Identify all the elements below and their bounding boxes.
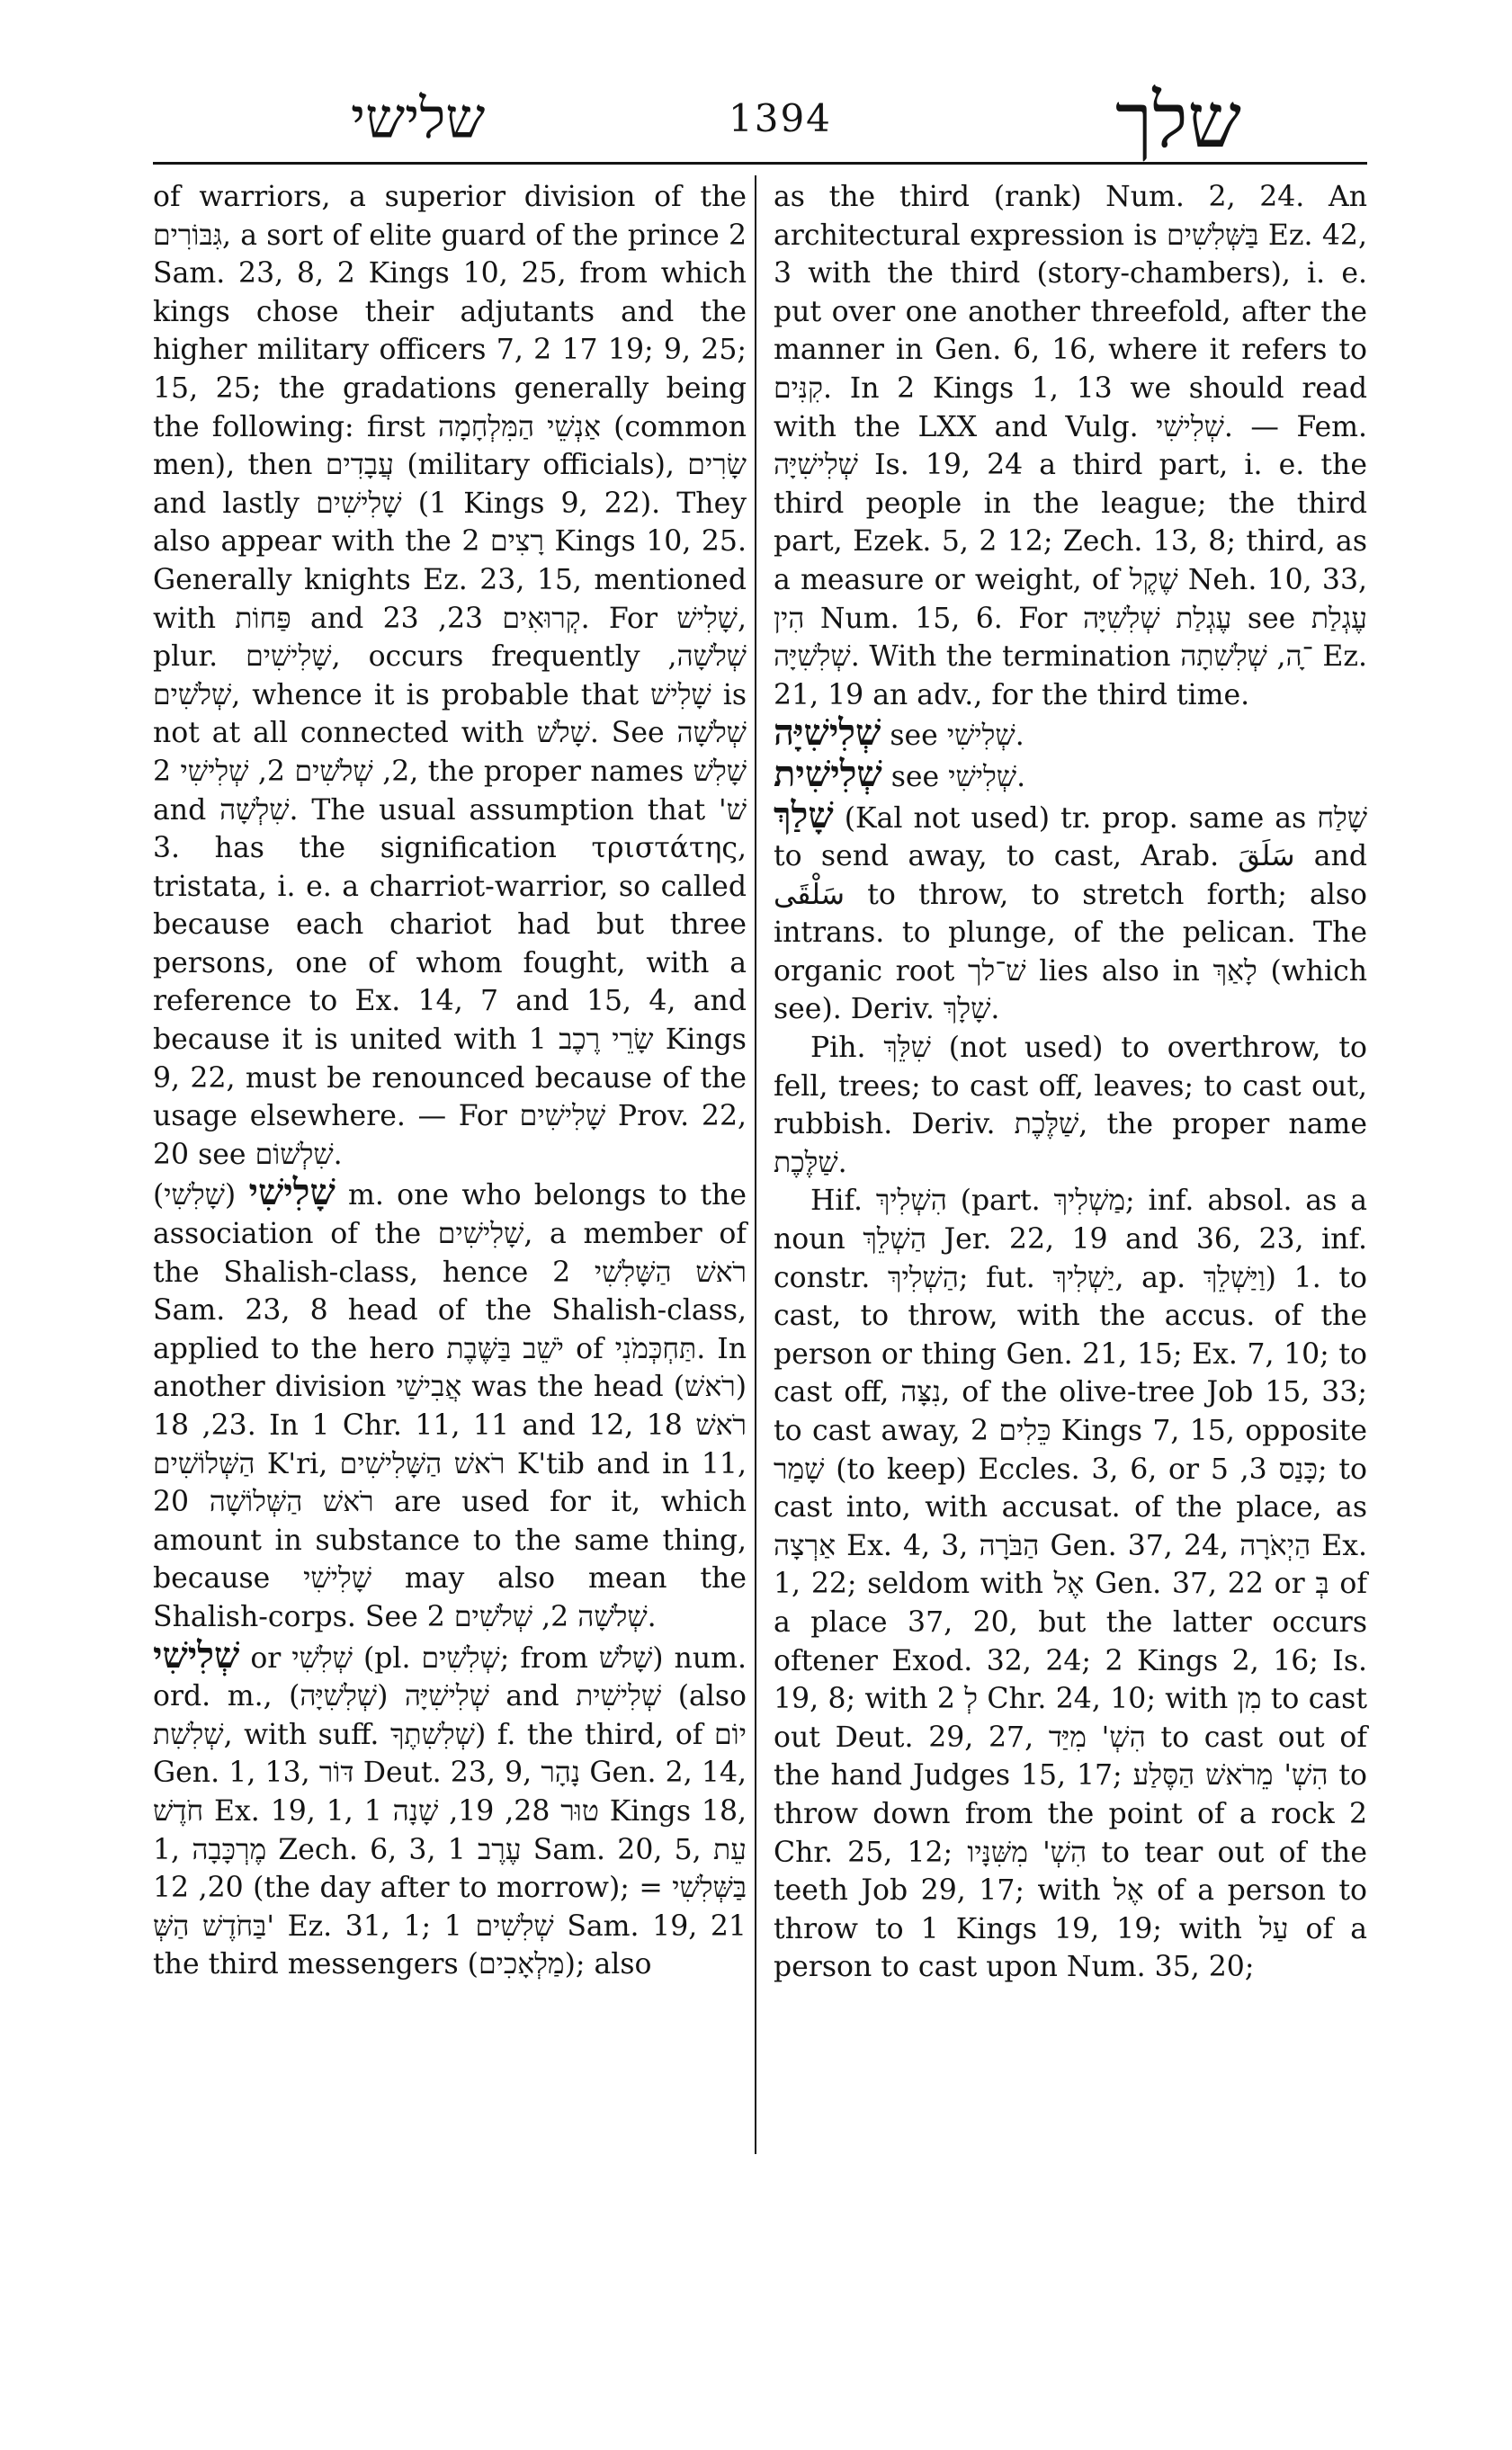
entry-shelishiyah: [774, 711, 1367, 756]
entry-continuation: of warriors, a superior division of the גִּבּוֹרִים, a sort of elite guard of the prince 2 Sam. 23, 8, 2 Kings 10, 25, from which kings chose their adjutants and the higher military officers 7, 2 17 19; 9, 25; 15, 25; the gradations generally being the following: first אַנְשֵׁי הַמִּלְחָמָה (common men), then עֲבָדִים (military officials), שָׂרִים and lastly שָׁלִישִׁים (1 Kings 9, 22). They also appear with the רָצִים 2 Kings 10, 25. Generally knights Ez. 23, 15, mentioned with פַּחוֹת and קְרוּאִים 23, 23. For שָׁלִישׁ, plur. שָׁלִישִׁים, occurs frequently שְׁלֹשָׁה, שְׁלֹשִׁים, whence it is probable that שָׁלִישׁ is not at all connected with שָׁלֹשׁ. See שְׁלֹשָׁה 2, שְׁלֹשִׁים 2, שְׁלִישִׁי 2, the proper names שָׁלִשׁ and שִׁלְשָׁה. The usual assumption that 'שׁ 3. has the signification τριστάτης, tristata, i. e. a charriot-warrior, so called because each chariot had but three persons, one of whom fought, with a reference to Ex. 14, 7 and 15, 4, and because it is united with שָׂרֵי רֶכֶב 1 Kings 9, 22, must be renounced because of the usage elsewhere. — For שָׁלִישִׁים Prov. 22, 20 see שִׁלְשׁוֹם.: [153, 181, 747, 1171]
entry-text: see שְׁלִישִׁי.: [890, 760, 1026, 793]
entry-headword: שְׁלִישִׁי: [153, 1633, 240, 1677]
entry-continuation: as the third (rank) Num. 2, 24. An architectural expression is בַּשְּׁלִשִׁים Ez. 42, 3 with the third (story-chambers), i. e. put over one another threefold, after the manner in Gen. 6, 16, where it refers to קִנִּים. In 2 Kings 1, 13 we should read with the LXX and Vulg. שְׁלִישִׁי. — Fem. שְׁלִישִׁיָּה Is. 19, 24 a third part, i. e. the third people in the league; the third part, Ezek. 5, 2 12; Zech. 13, 8; third, as a measure or weight, of שֶׁקֶל Neh. 10, 33, הִין Num. 15, 6. For עֶגְלַת שְׁלִשִׁיָּה see עֶגְלַת שְׁלִשִׁיָּה. With the termination ־ָה, שְׁלִשִׁתָה Ez. 21, 19 an adv., for the third time.: [774, 181, 1367, 711]
entry-shelishit: [774, 752, 1367, 797]
header-left-word: שלישי: [351, 85, 486, 151]
right-column: [774, 178, 1367, 1987]
entry-piel: Pih. שִׁלֵּךְ (not used) to overthrow, to fell, trees; to cast off, leaves; to cast out, rubbish. Deriv. שַׁלֶּכֶת, the proper name שַׁלֶּכֶת.: [774, 1032, 1367, 1179]
header-right-word: שלך: [1114, 76, 1241, 165]
entry-text: (Kal not used) tr. prop. same as שָׁלַח to send away, to cast, Arab. سَلَقَ and سَلْقَى to throw, to stretch forth; also intrans. to plunge, of the pelican. The organic root שׁ־לך lies also in לָאַךְ (which see). Deriv. שָׁלָךְ.: [774, 801, 1367, 1026]
page-number: 1394: [729, 96, 832, 140]
header-rule: [153, 162, 1367, 165]
entry-headword: שְׁלִישִׁיָּה: [774, 711, 881, 755]
column-divider: [755, 175, 756, 2154]
entry-shalach: [774, 793, 1367, 1030]
entry-shelishi: [153, 1633, 747, 1984]
entry-shalishi: [153, 1171, 747, 1636]
page-header: [153, 76, 1367, 171]
entry-headword: שְׁלִישִׁית: [774, 752, 882, 795]
entry-text: see שְׁלִישִׁי.: [890, 720, 1024, 753]
entry-hifil: Hif. הִשְׁלִיךְ (part. מַשְׁלִיךְ; inf. absol. as a noun הַשְׁלֵךְ Jer. 22, 19 and 36, 23, inf. constr. הַשְׁלִיךְ; fut. יַשְׁלִיךְ, ap. וַיַּשְׁלֵךְ) 1. to cast, to throw, with the accus. of the person or thing Gen. 21, 15; Ex. 7, 10; to cast off, נִצָּה, of the olive-tree Job 15, 33; to cast away, כֵּלִים 2 Kings 7, 15, opposite שָׁמַר (to keep) Eccles. 3, 6, or כָּנַס 3, 5; to cast into, with accusat. of the place, as אַרְצָה Ex. 4, 3, הַבֹּרָה Gen. 37, 24, הַיְאֹרָה Ex. 1, 22; seldom with אֶל Gen. 37, 22 or בְּ of a place 37, 20, but the latter occurs oftener Exod. 32, 24; 2 Kings 2, 16; Is. 19, 8; with לְ 2 Chr. 24, 10; with מִן to cast out Deut. 29, 27, הִשְׁ' מִיַּד to cast out of the hand Judges 15, 17; הִשְׁ' מֵרֹאשׁ הַסֶּלַע to throw down from the point of a rock 2 Chr. 25, 12; הִשְׁ' מִשִּׁנָּיו to tear out of the teeth Job 29, 17; with אֶל of a person to throw to 1 Kings 19, 19; with עַל of a person to cast upon Num. 35, 20;: [774, 1185, 1368, 1984]
left-column: [153, 178, 747, 1984]
entry-headword: שָׁלִישִׁי: [248, 1171, 336, 1214]
entry-text: (שָׁלִשִׁי) m. one who belongs to the association of the שָׁלִישִׁים, a member of the Shalish-class, hence רֹאשׁ הַשָּׁלִשִׁי 2 Sam. 23, 8 head of the Shalish-class, applied to the hero יֹשֵׁב בַּשֶּׁבֶת of תַּחְכְּמֹנִי. In another division אֲבִישַׁי was the head (רֹאשׁ) 23, 18. In 1 Chr. 11, 11 and 12, 18 רֹאשׁ הַשְּׁלוֹשִׁים K'ri, רֹאשׁ הַשָּׁלִישִׁים K'tib and in 11, 20 רֹאשׁ הַשְּׁלוֹשָׁה are used for it, which amount in substance to the same thing, because שָׁלִישִׁי may also mean the Shalish-corps. See שְׁלֹשָׁה 2, שְׁלֹשִׁים 2.: [153, 1179, 747, 1633]
entry-text: or שְׁלִשִׁי (pl. שְׁלִשִׁים; from שָׁלֹשׁ) num. ord. m., (שְׁלִשִׁיָּה) שְׁלִישִׁיָּה and שְׁלִישִׁית (also שְׁלִשִׁת, with suff. שְׁלִשִׁתֶךָ) f. the third, of יוֹם Gen. 1, 13, דּוֹר Deut. 23, 9, נָהָר Gen. 2, 14, חֹדֶשׁ Ex. 19, 1, טוּר 28, 19, שָׁנָה 1 Kings 18, 1, מֶרְכָּבָה Zech. 6, 3, עֶרֶב 1 Sam. 20, 5, עֵת 20, 12 (the day after to morrow); בַּשְּׁלִשִׁי = בַּחֹדֶשׁ הַשְּׁ' Ez. 31, 1; שְׁלִשִׁים 1 Sam. 19, 21 the third messengers (מַלְאָכִים); also: [153, 1641, 747, 1981]
entry-headword: שָׁלַךְ: [774, 793, 834, 836]
